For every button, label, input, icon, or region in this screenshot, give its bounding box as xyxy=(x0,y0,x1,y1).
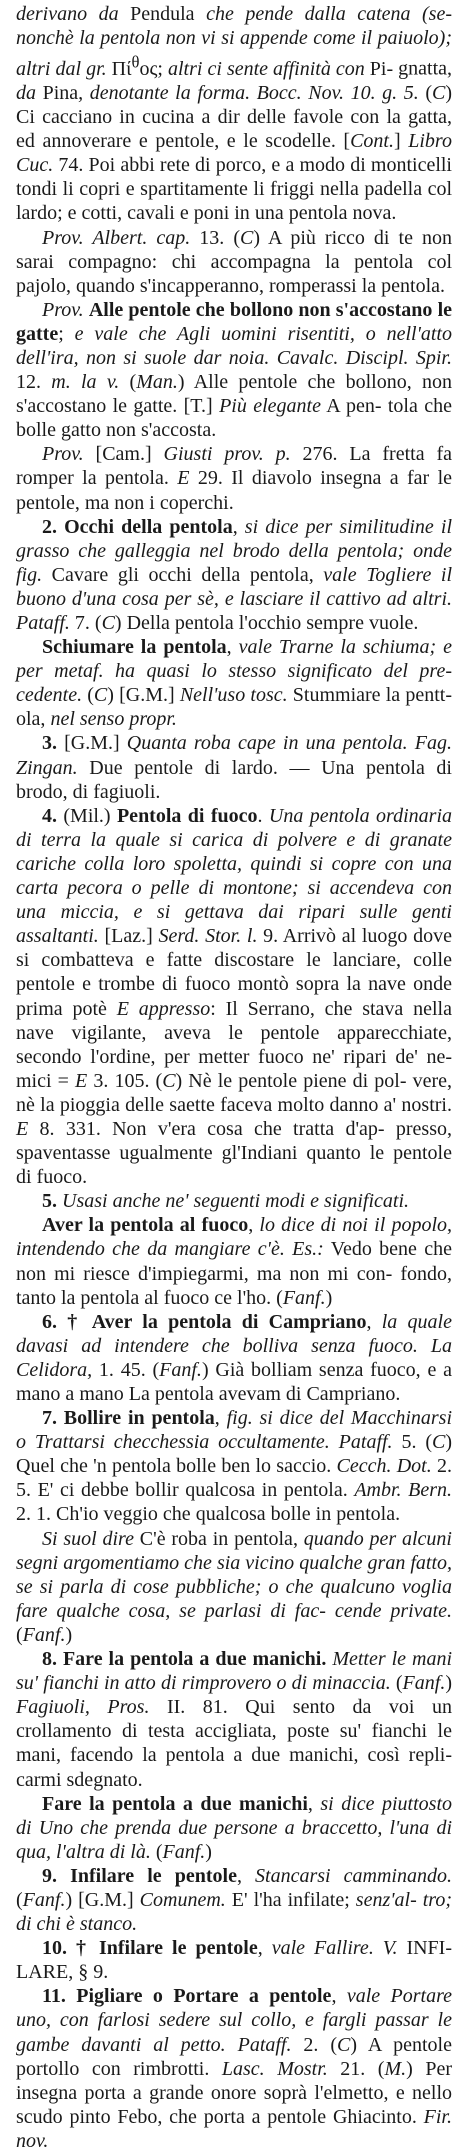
text-line: alcuni segni argomentiamo che sia vicino qualche xyxy=(16,1527,452,1574)
text-line: davanti al petto. Pataff. 2. (C) A pentole portollo xyxy=(16,2033,452,2080)
text-line: Zingan. Due pentole di lardo. — Una pentola di xyxy=(16,756,452,779)
text-line: presso, spaventasse ugualmente gl'Indiani quanto le xyxy=(16,1117,452,1165)
text-line: che non mi riesce d'impiegarmi, ma non mi con- xyxy=(16,1238,452,1285)
text-line: di terra la quale si carica di polvere e di granate xyxy=(16,828,452,851)
text-line: modo di monticelli tondi li copri e spartitamente li xyxy=(16,154,452,201)
text-line: 2. Occhi della pentola, si dice per similitudine il xyxy=(42,515,452,538)
text-line: 9. Infilare le pentole, Stancarsi camminando. xyxy=(42,1864,452,1887)
text-line: 8. Fare la pentola a due manichi. Metter le mani xyxy=(42,1648,452,1671)
entry-paragraph xyxy=(16,442,452,514)
text-line: fondo, tanto la pentola al fuoco ce l'ho. (Fanf.) xyxy=(16,1262,452,1309)
text-line: friggi nella padella col lardo; e cotti, cavali e poni in xyxy=(16,178,452,225)
entry-sense-4 xyxy=(16,804,452,1190)
text-line: Spir. 12. m. la v. (Man.) Alle pentole che bollono, xyxy=(16,346,452,394)
text-line: una pentola nova. xyxy=(254,202,397,225)
text-line: altri dal gr. $\Pi ί^\theta o\varsigma$; altri ci sente affinità con Pi- xyxy=(16,52,399,80)
text-line: mani, facendo la pentola a due manichi, così repli- xyxy=(16,1744,452,1767)
text-line: porta a grande onore soprà l'elmetto, e nello scudo xyxy=(16,2081,453,2128)
text-line: pinto Febo, che porta a pentole Ghiacinto. Fir. nov. xyxy=(16,2105,452,2152)
entry-sense-9 xyxy=(16,1864,452,1936)
text-line: onde prima potè E appresso: Il Serrano, che stava xyxy=(16,973,452,1020)
text-line: grasso che galleggia nel brodo della pentola; onde xyxy=(16,539,452,562)
text-line: secondo l'ordine, per metter fuoco ne' ripari de' ne- xyxy=(16,1045,452,1068)
text-line: fig. Cavare gli occhi della pentola, vale Togliere il xyxy=(16,563,452,586)
text-line: gran fatto, se si parla di cose pubbliche; o che xyxy=(16,1551,453,1598)
text-line: mici = E 3. 105. (C) Nè le pentole piene di pol- xyxy=(16,1069,413,1092)
text-line: Schiumare la pentola, vale Trarne la schiuma; xyxy=(42,636,437,659)
entry-paragraph xyxy=(16,1792,452,1864)
text-line: Si suol dire C'è roba in pentola, quando per xyxy=(42,1527,397,1550)
entry-paragraph xyxy=(16,635,452,731)
text-line: cariche colla loro spoletta, quindi si copre con xyxy=(16,852,414,875)
text-line: Prov. Alle pentole che bollono non s'accostano xyxy=(42,298,433,321)
entry-paragraph xyxy=(16,298,452,443)
text-line: ola, nel senso propr. xyxy=(16,708,177,731)
text-line: Aver la pentola al fuoco, lo dice di noi il popolo, xyxy=(42,1214,452,1237)
text-line: carmi sdegnato. xyxy=(16,1768,143,1791)
text-line: vuole. xyxy=(368,612,419,634)
text-line: Bern. 2. 1. Ch'io veggio che qualcosa bolle in pentola. xyxy=(16,1479,453,1526)
text-line: pajolo, quando s'incapperanno, romperassi la pentola. xyxy=(16,274,446,297)
text-line: Prov. [Cam.] Giusti prov. p. 276. La fretta xyxy=(42,443,437,466)
text-line: di qua, l'altra di là. (Fanf.) xyxy=(16,1816,453,1863)
entry-sense-7 xyxy=(16,1406,452,1526)
text-line: LARE, § 9. xyxy=(16,1961,109,1984)
text-line: a' nostri. E 8. 331. Non v'era cosa che tratta d'ap- xyxy=(16,1093,452,1140)
text-line: assaltanti. [Laz.] Serd. Stor. l. 9. Arrivò al luogo xyxy=(16,925,414,948)
text-line: crollamento di testa accigliata, poste su' fianchi le xyxy=(16,1720,452,1743)
text-line: dove si combatteva e fatte discostare le lanciare, xyxy=(16,925,452,972)
text-line: mano La pentola avevam di Campriano. xyxy=(79,1383,401,1405)
entry-paragraph xyxy=(16,1213,452,1309)
text-line: di Uno che prenda due persone a braccetto, l'una xyxy=(16,1816,430,1839)
text-line: 1. 45. (Fanf.) Già bolliam senza fuoco, e a mano a xyxy=(16,1358,452,1405)
text-line: dell'ira, non si suole dar noia. Cavalc. Discipl. xyxy=(16,346,409,369)
text-line: le pentole, ma non i coperchi. xyxy=(16,467,452,514)
entry-paragraph xyxy=(16,226,452,298)
text-line: colle pentole e trombe di fuoco montò sopra la nave xyxy=(16,949,452,996)
text-line: nella nave vigilante, aveva le pentole apparecchiate, xyxy=(16,997,452,1044)
text-line: 3. [G.M.] Quanta roba cape in una pentola. Fag. xyxy=(42,732,453,755)
entry-sense-10 xyxy=(16,1936,452,1984)
text-line: una carta pecora o pelle di montone; si accendeva xyxy=(16,852,452,900)
text-line: tola che bolle gatto non s'accosta. xyxy=(16,395,452,442)
text-line: gnatta, da Pina, denotante la forma. Bocc. Nov. xyxy=(16,57,453,104)
text-line: ad intendere che bolliva senza fuoco. La Celidora, xyxy=(16,1334,453,1381)
text-line: pentole di fuoco. xyxy=(16,1142,452,1189)
text-line: qualcuno voglia fare qualche cosa, se parlasi di fac- xyxy=(16,1575,452,1622)
entry-paragraph xyxy=(16,1527,452,1647)
dictionary-page xyxy=(16,2,452,2153)
text-line: cedente. (C) [G.M.] Nell'uso tosc. Stummiare la pentt- xyxy=(16,684,452,707)
text-line: non s'accostano le gatte. [T.] Più elegante A pen- xyxy=(16,371,452,418)
text-line: 10. † Infilare le pentole, vale Fallire. V. INFI- xyxy=(42,1937,452,1960)
text-line: altri. Pataff. 7. (C) Della pentola l'occhio sempre xyxy=(16,587,452,634)
text-line: [Cont.] Libro Cuc. 74. Poi abbi rete di porco, e a xyxy=(16,130,452,177)
text-line: 2. 5. E' ci debbe bollir qualcosa in pentola. Ambr. xyxy=(16,1455,453,1502)
text-line: 6. † Aver la pentola di Campriano, la quale davasi xyxy=(16,1310,452,1357)
text-line: con farlosi sedere sul collo, e fargli passar le gambe xyxy=(16,2009,452,2056)
text-line: 7. Bollire in pentola, fig. si dice del Macchinarsi xyxy=(42,1407,453,1430)
text-line: nonchè la pentola non vi si appende come il paiuolo); xyxy=(16,27,452,50)
text-line: cende private. (Fanf.) xyxy=(16,1599,453,1646)
text-line: con la gatta, ed annoverare e pentole, e le scodelle. xyxy=(16,106,452,153)
text-line: Fare la pentola a due manichi, si dice piuttosto xyxy=(42,1792,452,1815)
text-line: buono d'una cosa per sè, e lasciare il cattivo ad xyxy=(16,587,407,610)
text-line: 10. g. 5. (C) Ci cacciano in cucina a dir delle favole xyxy=(16,81,452,129)
text-line: e per metaf. ha quasi lo stesso significato del pre- xyxy=(16,636,453,683)
entry-sense-6 xyxy=(16,1310,452,1406)
text-line: brodo, di fagiuoli. xyxy=(16,780,161,803)
text-line: non sarai compagno: chi accompagna la pentola col xyxy=(16,226,453,273)
text-line: 4. (Mil.) Pentola di fuoco. Una pentola ordinaria xyxy=(42,804,452,827)
text-line: 5. Usasi anche ne' seguenti modi e significati. xyxy=(42,1190,410,1213)
text-line: con una miccia, e si gettava dai ripari sulle genti xyxy=(16,877,452,924)
text-line: Quel che 'n pentola bolle ben lo saccio. Cecch. Dot. xyxy=(16,1455,432,1478)
entry-etymology xyxy=(16,2,452,226)
text-line: Prov. Albert. cap. 13. (C) A più ricco di te xyxy=(42,226,423,249)
entry-sense-8 xyxy=(16,1647,452,1792)
text-line: su' fianchi in atto di rimprovero o di minaccia. xyxy=(16,1672,391,1695)
text-line: le gatte; e vale che Agli uomini risentiti, o nell'atto xyxy=(16,298,453,345)
text-line: (Fanf.) [G.M.] Comunem. E' l'ha infilate; senz'al- xyxy=(16,1888,417,1911)
text-line: con rimbrotti. Lasc. Mostr. 21. (M.) Per insegna xyxy=(16,2057,452,2104)
entry-sense-5 xyxy=(16,1189,452,1213)
text-line: intendendo che da mangiare c'è. Es.: Vedo bene xyxy=(16,1238,425,1261)
entry-sense-2 xyxy=(16,515,452,635)
text-line: vere, nè la pioggia delle saette faceva molto danno xyxy=(16,1069,452,1116)
text-line: fa romper la pentola. E 29. Il diavolo insegna a far xyxy=(16,443,453,490)
entry-sense-3 xyxy=(16,731,452,803)
text-line: tro; di chi è stanco. xyxy=(16,1888,452,1936)
text-line: o Trattarsi checchessia occultamente. Pataff. 5. (C) xyxy=(16,1431,452,1454)
text-line: 11. Pigliare o Portare a pentole, vale Portare uno, xyxy=(16,1985,452,2032)
text-line: derivano da Pendula che pende dalla catena (se- xyxy=(16,3,453,25)
entry-sense-11 xyxy=(16,1984,452,2153)
text-line: (Fanf.) Fagiuoli, Pros. II. 81. Qui sento da voi un xyxy=(16,1672,452,1719)
